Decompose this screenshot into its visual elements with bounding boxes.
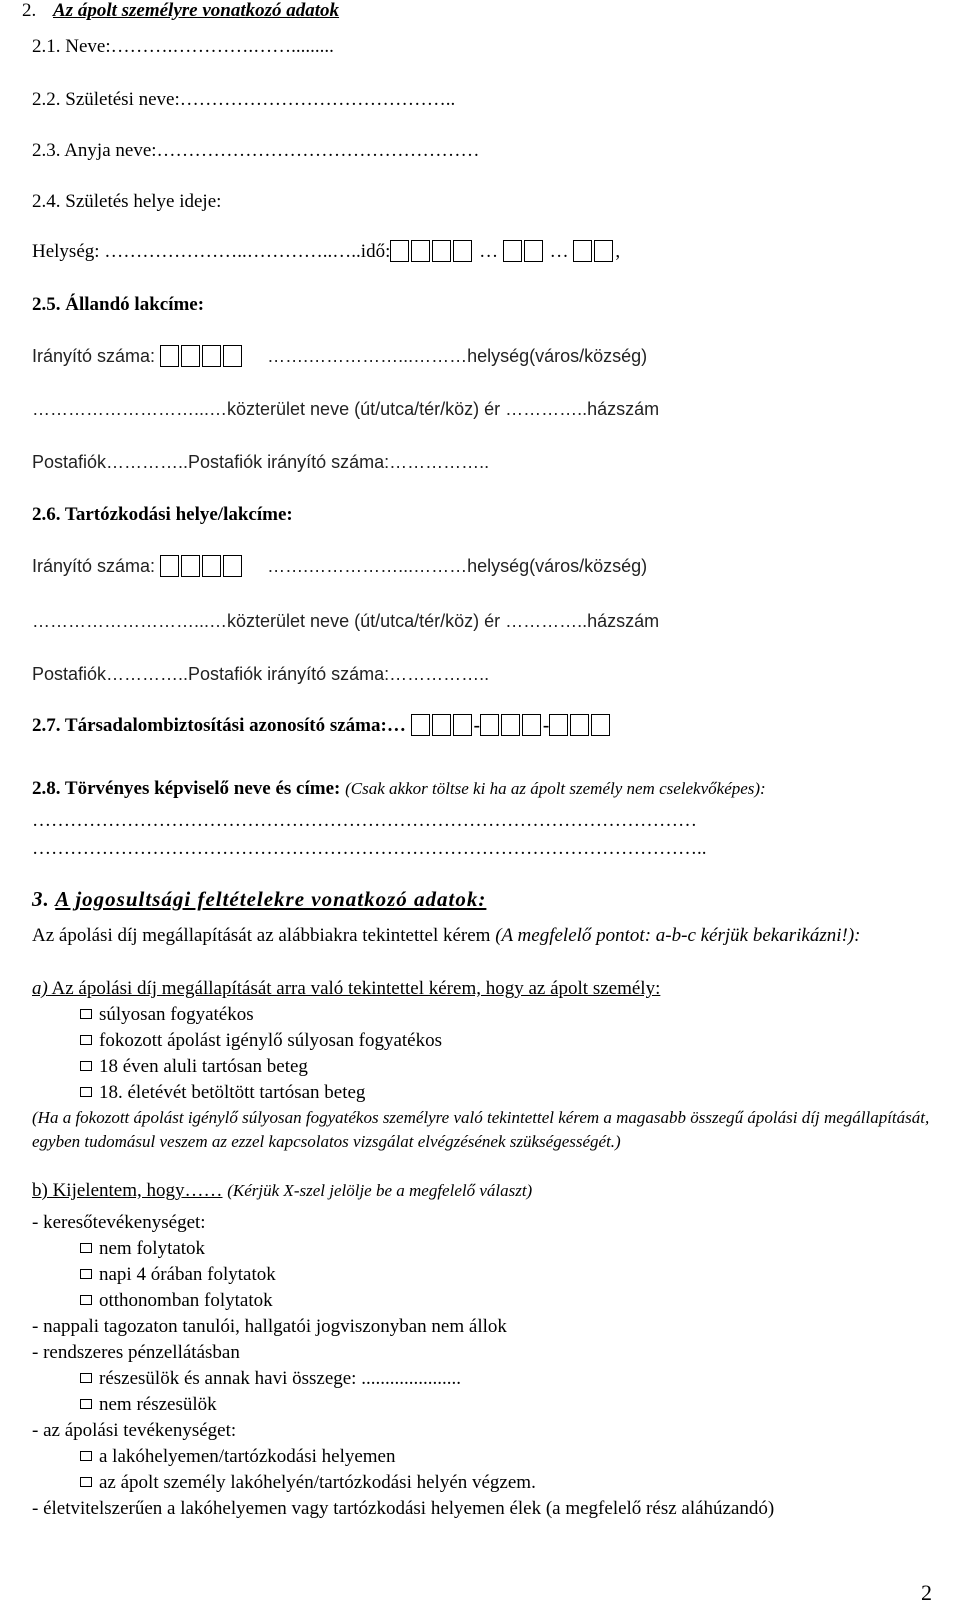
checkbox[interactable] <box>80 1009 92 1019</box>
zip-digit-box[interactable] <box>181 555 200 577</box>
checkbox[interactable] <box>80 1373 92 1383</box>
day-digit-box[interactable] <box>573 240 592 262</box>
a-option-2[interactable]: fokozott ápolást igénylő súlyosan fogyatékos <box>80 1030 442 1052</box>
legal-rep-dots-2[interactable]: …………………………………………………………………………………………….. <box>32 838 707 859</box>
checkbox[interactable] <box>80 1269 92 1279</box>
section-2-title: Az ápolt személyre vonatkozó adatok <box>53 0 340 21</box>
checkbox[interactable] <box>80 1087 92 1097</box>
legal-rep-dots-1[interactable]: …………………………………………………………………………………………… <box>32 810 697 831</box>
work-option-2[interactable]: napi 4 órában folytatok <box>80 1264 276 1286</box>
a-option-1[interactable]: súlyosan fogyatékos <box>80 1004 254 1026</box>
temp-pobox-row[interactable]: Postafiók…………..Postafiók irányító száma:…………….. <box>32 664 490 684</box>
page-number: 2 <box>921 1580 932 1605</box>
care-option-1[interactable]: a lakóhelyemen/tartózkodási helyemen <box>80 1446 396 1468</box>
zip-digit-box[interactable] <box>160 345 179 367</box>
work-option-3[interactable]: otthonomban folytatok <box>80 1290 273 1312</box>
taj-digit-box[interactable] <box>591 714 610 736</box>
zip-digit-box[interactable] <box>181 345 200 367</box>
student-line: - nappali tagozaton tanulói, hallgatói jogviszonyban nem állok <box>32 1316 507 1337</box>
day-digit-box[interactable] <box>594 240 613 262</box>
checkbox[interactable] <box>80 1061 92 1071</box>
care-label: - az ápolási tevékenységet: <box>32 1420 237 1441</box>
work-label: - keresőtevékenységet: <box>32 1212 206 1233</box>
taj-digit-box[interactable] <box>570 714 589 736</box>
perm-street-row[interactable]: ………………………...…közterület neve (út/utca/tér/köz) ér …………..házszám <box>32 399 660 419</box>
taj-digit-box[interactable] <box>549 714 568 736</box>
life-line: - életvitelszerűen a lakóhelyemen vagy tartózkodási helyemen élek (a megfelelő rész aláhúzandó) <box>32 1498 775 1519</box>
zip-digit-box[interactable] <box>202 345 221 367</box>
perm-zip-row[interactable]: Irányító száma: …….……………...………helység(város/község) <box>32 346 648 366</box>
checkbox[interactable] <box>80 1243 92 1253</box>
checkbox[interactable] <box>80 1035 92 1045</box>
taj-row[interactable]: 2.7. Társadalombiztosítási azonosító száma:… - - <box>32 714 612 737</box>
year-digit-box[interactable] <box>432 240 451 262</box>
a-option-4[interactable]: 18. életévét betöltött tartósan beteg <box>80 1082 365 1104</box>
field-birth-name[interactable]: 2.2. Születési neve:…………………………………….. <box>32 89 456 110</box>
regular-option-2[interactable]: nem részesülök <box>80 1394 217 1416</box>
taj-digit-box[interactable] <box>453 714 472 736</box>
work-option-1[interactable]: nem folytatok <box>80 1238 205 1260</box>
taj-digit-box[interactable] <box>432 714 451 736</box>
care-option-2[interactable]: az ápolt személy lakóhelyén/tartózkodási helyén végzem. <box>80 1472 536 1494</box>
zip-digit-box[interactable] <box>160 555 179 577</box>
checkbox[interactable] <box>80 1451 92 1461</box>
field-birth-place-date-label: 2.4. Születés helye ideje: <box>32 191 222 212</box>
option-b-line: b) Kijelentem, hogy…… (Kérjük X-szel jelölje be a megfelelő választ) <box>32 1180 533 1201</box>
taj-digit-box[interactable] <box>411 714 430 736</box>
year-digit-box[interactable] <box>390 240 409 262</box>
field-birth-place-row[interactable]: Helység: …………………..…………..…..idő: … … , <box>32 241 621 262</box>
month-digit-box[interactable] <box>524 240 543 262</box>
section-3-heading: 3. A jogosultsági feltételekre vonatkozó adatok: <box>32 887 487 911</box>
temp-street-row[interactable]: ………………………...…közterület neve (út/utca/tér/köz) ér …………..házszám <box>32 611 660 631</box>
checkbox[interactable] <box>80 1399 92 1409</box>
taj-digit-box[interactable] <box>522 714 541 736</box>
section-3-intro: Az ápolási díj megállapítását az alábbiakra tekintettel kérem (A megfelelő pontot: a-b-c kérjük bekarikázni!): <box>32 925 861 946</box>
checkbox[interactable] <box>80 1477 92 1487</box>
zip-digit-box[interactable] <box>223 345 242 367</box>
checkbox[interactable] <box>80 1295 92 1305</box>
temp-zip-row[interactable]: Irányító száma: …….……………...………helység(város/község) <box>32 556 648 576</box>
regular-label: - rendszeres pénzellátásban <box>32 1342 240 1363</box>
perm-address-heading: 2.5. Állandó lakcíme: <box>32 294 205 315</box>
taj-digit-box[interactable] <box>480 714 499 736</box>
regular-option-1[interactable]: részesülök és annak havi összege: ..................... <box>80 1368 461 1390</box>
taj-digit-box[interactable] <box>501 714 520 736</box>
perm-pobox-row[interactable]: Postafiók…………..Postafiók irányító száma:…………….. <box>32 452 490 472</box>
zip-digit-box[interactable] <box>202 555 221 577</box>
year-digit-box[interactable] <box>453 240 472 262</box>
year-digit-box[interactable] <box>411 240 430 262</box>
a-option-3[interactable]: 18 éven aluli tartósan beteg <box>80 1056 308 1078</box>
a-note: (Ha a fokozott ápolást igénylő súlyosan fogyatékos személyre való tekintettel kérem a magasabb összegű ápolási díj megállapítását, egyben tudomásul veszem az ezzel kapcsolatos vizsgálat elvégzésének szükségességét.) <box>32 1108 930 1151</box>
field-name[interactable]: 2.1. Neve:……….………….……......... <box>32 36 334 57</box>
field-mother-name[interactable]: 2.3. Anyja neve:…………………………………………… <box>32 140 480 161</box>
legal-rep-row: 2.8. Törvényes képviselő neve és címe: (Csak akkor töltse ki ha az ápolt személy nem cselekvőképes): <box>32 778 766 799</box>
month-digit-box[interactable] <box>503 240 522 262</box>
zip-digit-box[interactable] <box>223 555 242 577</box>
section-2-heading: 2. Az ápolt személyre vonatkozó adatok <box>22 0 340 21</box>
option-a-line: a) Az ápolási díj megállapítását arra való tekintettel kérem, hogy az ápolt személy: <box>32 978 661 999</box>
temp-address-heading: 2.6. Tartózkodási helye/lakcíme: <box>32 504 293 525</box>
